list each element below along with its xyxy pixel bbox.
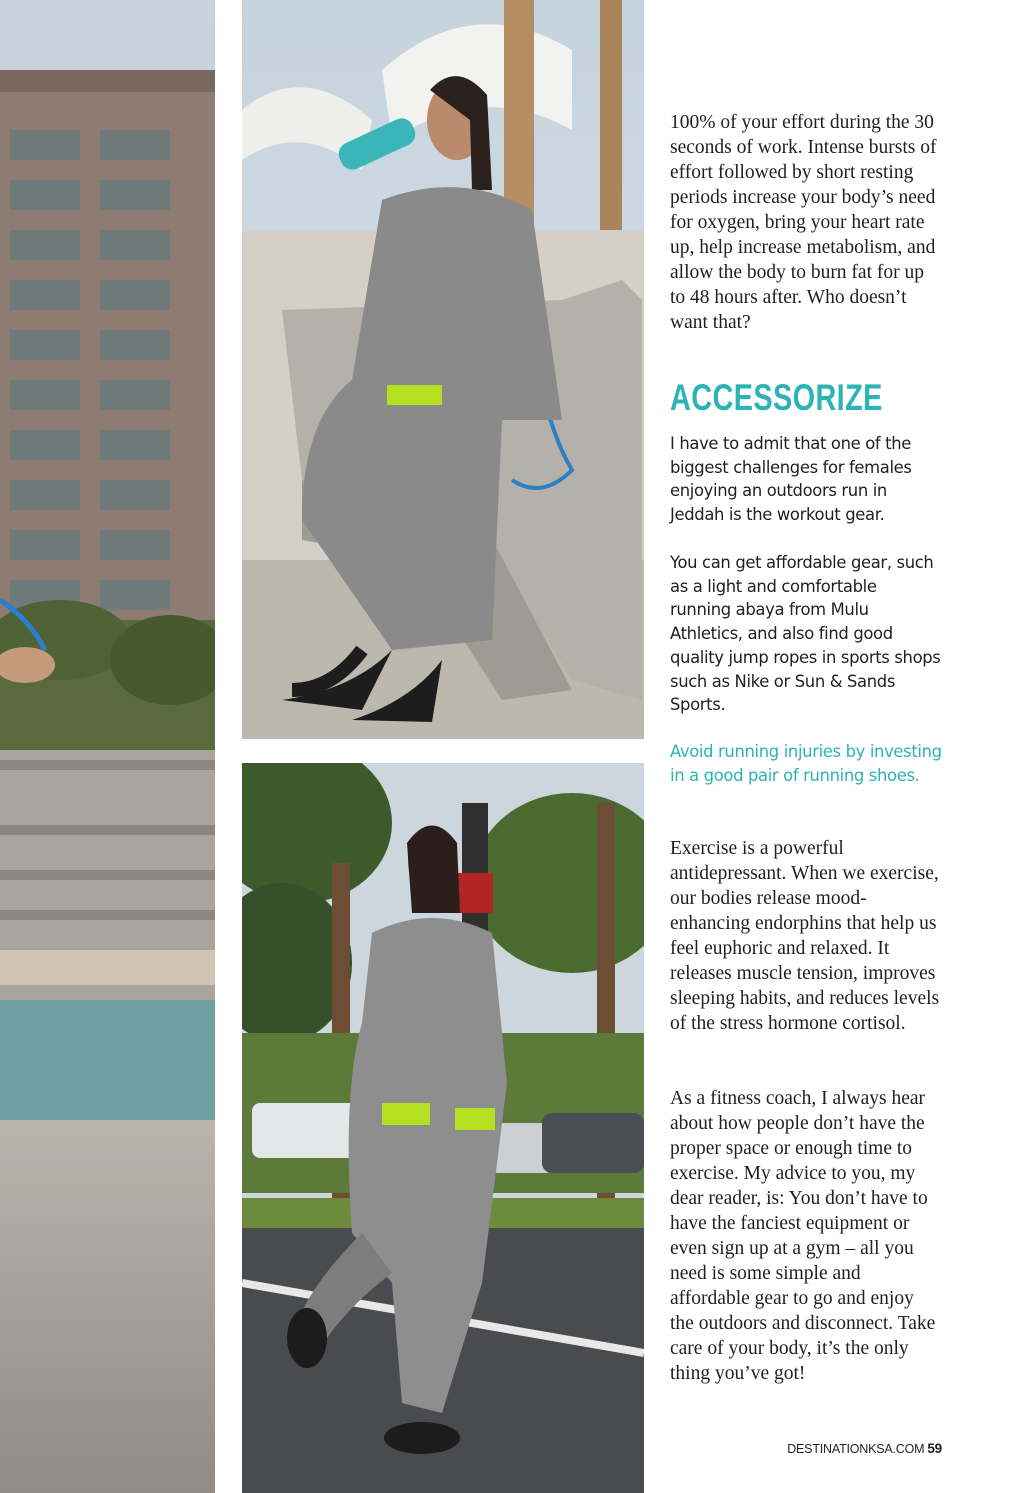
page-footer xyxy=(760,1441,942,1456)
photo-drinking-water-bench xyxy=(242,0,644,739)
paragraph-hiit-benefits: 100% of your effort during the 30 seconds of work. Intense bursts of effort followed by short resting periods increase your body’s need for oxygen, bring your heart rate up, help increase metabolism, and allow the body to burn fat for up to 48 hours after. Who doesn’t want that? xyxy=(670,112,937,333)
paragraph-workout-gear-challenge: I have to admit that one of the biggest challenges for females enjoying an outdoors run in Jeddah is the workout gear. xyxy=(670,434,912,525)
section-heading-accessorize: ACCESSORIZE xyxy=(670,377,883,418)
pullquote-running-shoes: Avoid running injuries by investing in a good pair of running shoes. xyxy=(670,742,942,785)
paragraph-fitness-advice: As a fitness coach, I always hear about how people don’t have the proper space or enough time to exercise. My advice to you, my dear reader, is: You don’t have to have the fanciest equipment or even sign up at a gym – all you need is some simple and affordable gear to go and enjoy the outdoors and disconnect. Take care of your body, it’s the only thing you’ve got! xyxy=(670,1088,936,1384)
paragraph-affordable-gear: You can get affordable gear, such as a light and comfortable running abaya from Mulu Athletics, and also find good quality jump ropes in sports shops such as Nike or Sun & Sands Sports. xyxy=(670,553,941,715)
page-number: 59 xyxy=(927,1441,942,1456)
photo-jump-rope-waterfront xyxy=(0,0,215,1493)
paragraph-antidepressant: Exercise is a powerful antidepressant. When we exercise, our bodies release mood-enhancing endorphins that help us feel euphoric and relaxed. It releases muscle tension, improves sleeping habits, and reduces levels of the stress hormone cortisol. xyxy=(670,838,940,1034)
photo-running-road xyxy=(242,763,644,1493)
footer-site: DESTINATIONKSA.COM xyxy=(787,1442,925,1456)
